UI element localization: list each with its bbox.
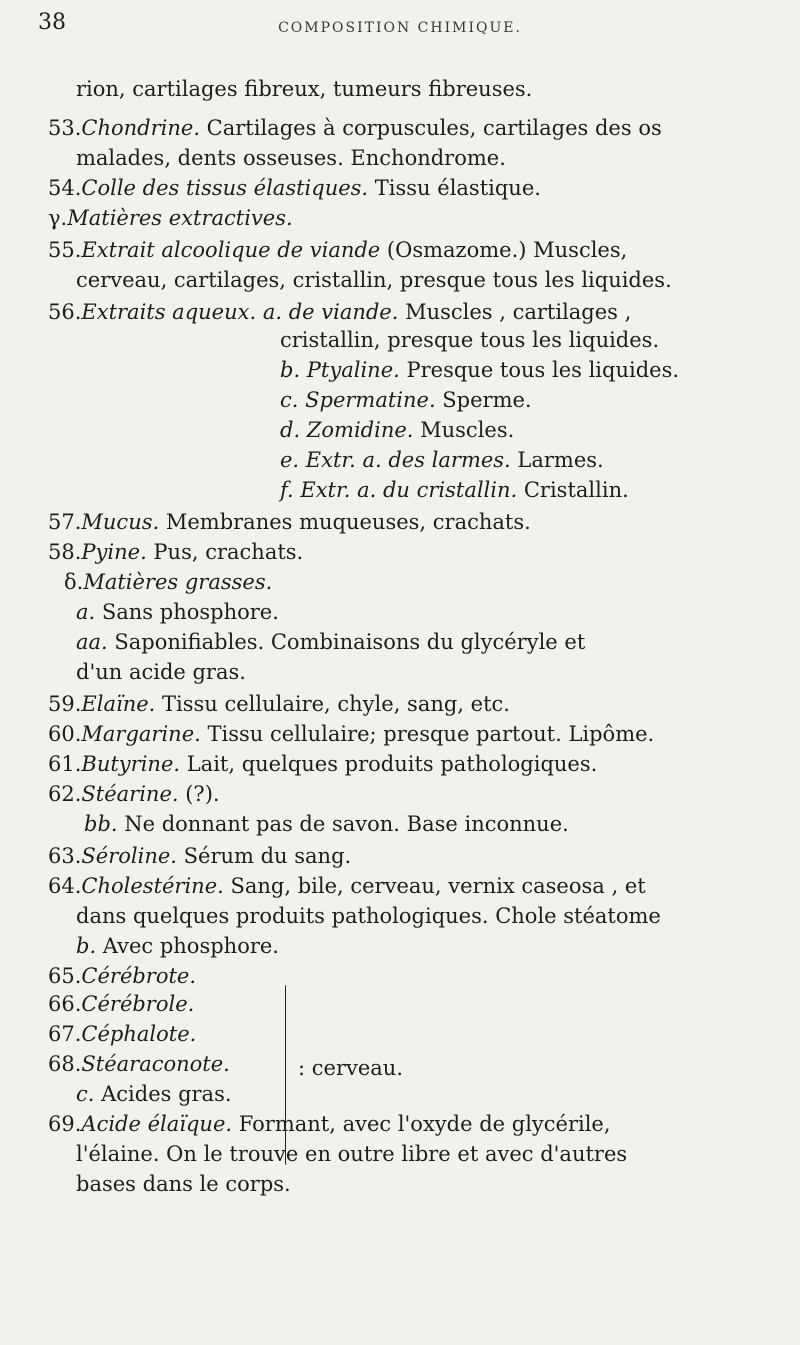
entry-term: bb.: [84, 812, 118, 836]
entry-text: Tissu élastique.: [368, 176, 541, 200]
text-line: [48, 236, 627, 264]
entry-text: Presque tous les liquides.: [399, 358, 680, 382]
entry-text: Acides gras.: [94, 1082, 232, 1106]
entry-term: Extrait alcoolique de viande: [81, 238, 381, 262]
entry-text: (Osmazome.) Muscles,: [380, 238, 628, 262]
entry-text: l'élaine. On le trouve en outre libre et avec d'autres: [76, 1142, 628, 1166]
entry-term: c.: [76, 1082, 95, 1106]
brace-mark: [285, 985, 290, 1165]
entry-text: Membranes muqueuses, crachats.: [159, 510, 531, 534]
text-line: [48, 842, 351, 870]
entry-term: Cérébrole.: [81, 992, 195, 1016]
entry-text: Muscles.: [413, 418, 515, 442]
text-line: [48, 1020, 196, 1048]
entry-text: Tissu cellulaire, chyle, sang, etc.: [155, 692, 510, 716]
entry-number: 69.: [48, 1112, 82, 1136]
text-line: [48, 872, 646, 900]
entry-number: 62.: [48, 782, 82, 806]
entry-number: 66.: [48, 992, 82, 1016]
entry-text: Pus, crachats.: [146, 540, 304, 564]
entry-text: Formant, avec l'oxyde de glycérile,: [232, 1112, 611, 1136]
entry-number: 60.: [48, 722, 82, 746]
entry-number: δ.: [64, 570, 84, 594]
text-line: [48, 1050, 230, 1078]
entry-number: 57.: [48, 510, 82, 534]
entry-term: Stéarine.: [81, 782, 179, 806]
entry-term: f. Extr. a. du cristallin.: [280, 478, 518, 502]
entry-term: e. Extr. a. des larmes.: [280, 448, 511, 472]
entry-text: Saponifiables. Combinaisons du glycéryle et: [107, 630, 586, 654]
entry-term: Extraits aqueux. a. de viande.: [81, 300, 399, 324]
entry-term: Cholestérine.: [81, 874, 224, 898]
text-line: [48, 720, 654, 748]
entry-term: a.: [76, 600, 96, 624]
entry-number: 68.: [48, 1052, 82, 1076]
text-line: [48, 298, 631, 326]
entry-text: Muscles , cartilages ,: [398, 300, 632, 324]
entry-text: Tissu cellulaire; presque partout. Lipôme.: [200, 722, 655, 746]
entry-text: Cartilages à corpuscules, cartilages des os: [200, 116, 662, 140]
entry-text: Lait, quelques produits pathologiques.: [180, 752, 598, 776]
entry-text: Ne donnant pas de savon. Base inconnue.: [117, 812, 569, 836]
text-line: [48, 690, 510, 718]
text-line: [84, 810, 569, 838]
entry-text: Sans phosphore.: [95, 600, 279, 624]
text-line: [280, 326, 659, 354]
entry-term: b. Ptyaline.: [280, 358, 400, 382]
text-line: [76, 144, 506, 172]
entry-term: Colle des tissus élastiques.: [81, 176, 369, 200]
text-line: [76, 658, 246, 686]
running-head: COMPOSITION CHIMIQUE.: [278, 20, 522, 36]
entry-text: Sérum du sang.: [176, 844, 352, 868]
entry-text: bases dans le corps.: [76, 1172, 291, 1196]
entry-term: c. Spermatine.: [280, 388, 436, 412]
entry-number: 58.: [48, 540, 82, 564]
entry-text: Sperme.: [435, 388, 532, 412]
text-line: [48, 780, 220, 808]
text-line: [280, 356, 679, 384]
entry-term: aa.: [76, 630, 108, 654]
text-line: [76, 1080, 232, 1108]
text-line: [76, 598, 279, 626]
entry-term: Acide élaïque.: [81, 1112, 233, 1136]
entry-term: Céphalote.: [81, 1022, 197, 1046]
entry-number: 67.: [48, 1022, 82, 1046]
entry-term: b.: [76, 934, 97, 958]
entry-number: 65.: [48, 964, 82, 988]
entry-text: Sang, bile, cerveau, vernix caseosa , et: [223, 874, 646, 898]
page-number: 38: [38, 10, 66, 35]
entry-number: 59.: [48, 692, 82, 716]
entry-number: 63.: [48, 844, 82, 868]
text-line: [76, 628, 585, 656]
text-line: [48, 962, 196, 990]
text-line: [76, 932, 279, 960]
entry-text: (?).: [178, 782, 220, 806]
text-line: [76, 1140, 627, 1168]
entry-term: Margarine.: [81, 722, 201, 746]
entry-term: Chondrine.: [81, 116, 200, 140]
brace-label: : cerveau.: [298, 1056, 403, 1080]
entry-number: 61.: [48, 752, 82, 776]
entry-term: Mucus.: [81, 510, 160, 534]
text-line: [48, 990, 194, 1018]
text-line: [48, 750, 597, 778]
entry-text: Larmes.: [510, 448, 604, 472]
text-line: [64, 568, 272, 596]
entry-number: 55.: [48, 238, 82, 262]
text-line: [280, 446, 604, 474]
entry-term: Stéaraconote.: [81, 1052, 230, 1076]
entry-text: Cristallin.: [517, 478, 629, 502]
entry-text: rion, cartilages fibreux, tumeurs fibreuses.: [76, 77, 533, 101]
entry-text: cristallin, presque tous les liquides.: [280, 328, 660, 352]
text-line: [48, 204, 293, 232]
text-line: [76, 902, 661, 930]
entry-term: Matières extractives.: [67, 206, 293, 230]
text-line: [48, 174, 541, 202]
entry-text: d'un acide gras.: [76, 660, 246, 684]
entry-term: Séroline.: [81, 844, 177, 868]
entry-text: Avec phosphore.: [96, 934, 279, 958]
entry-term: d. Zomidine.: [280, 418, 414, 442]
entry-term: Cérébrote.: [81, 964, 197, 988]
text-line: [280, 476, 629, 504]
text-line: [48, 538, 303, 566]
text-line: [48, 1110, 611, 1138]
entry-text: cerveau, cartilages, cristallin, presque tous les liquides.: [76, 268, 672, 292]
text-line: [48, 114, 662, 142]
entry-term: Matières grasses.: [83, 570, 273, 594]
entry-text: dans quelques produits pathologiques. Chole stéatome: [76, 904, 661, 928]
entry-term: Pyine.: [81, 540, 147, 564]
entry-number: γ.: [48, 206, 68, 230]
text-line: [280, 386, 532, 414]
text-line: [76, 1170, 291, 1198]
text-line: [280, 416, 514, 444]
entry-text: malades, dents osseuses. Enchondrome.: [76, 146, 506, 170]
entry-number: 53.: [48, 116, 82, 140]
entry-number: 56.: [48, 300, 82, 324]
entry-number: 64.: [48, 874, 82, 898]
text-line: [76, 266, 672, 294]
text-line: [76, 75, 532, 103]
text-line: [48, 508, 531, 536]
entry-number: 54.: [48, 176, 82, 200]
entry-term: Butyrine.: [81, 752, 181, 776]
entry-term: Elaïne.: [81, 692, 156, 716]
